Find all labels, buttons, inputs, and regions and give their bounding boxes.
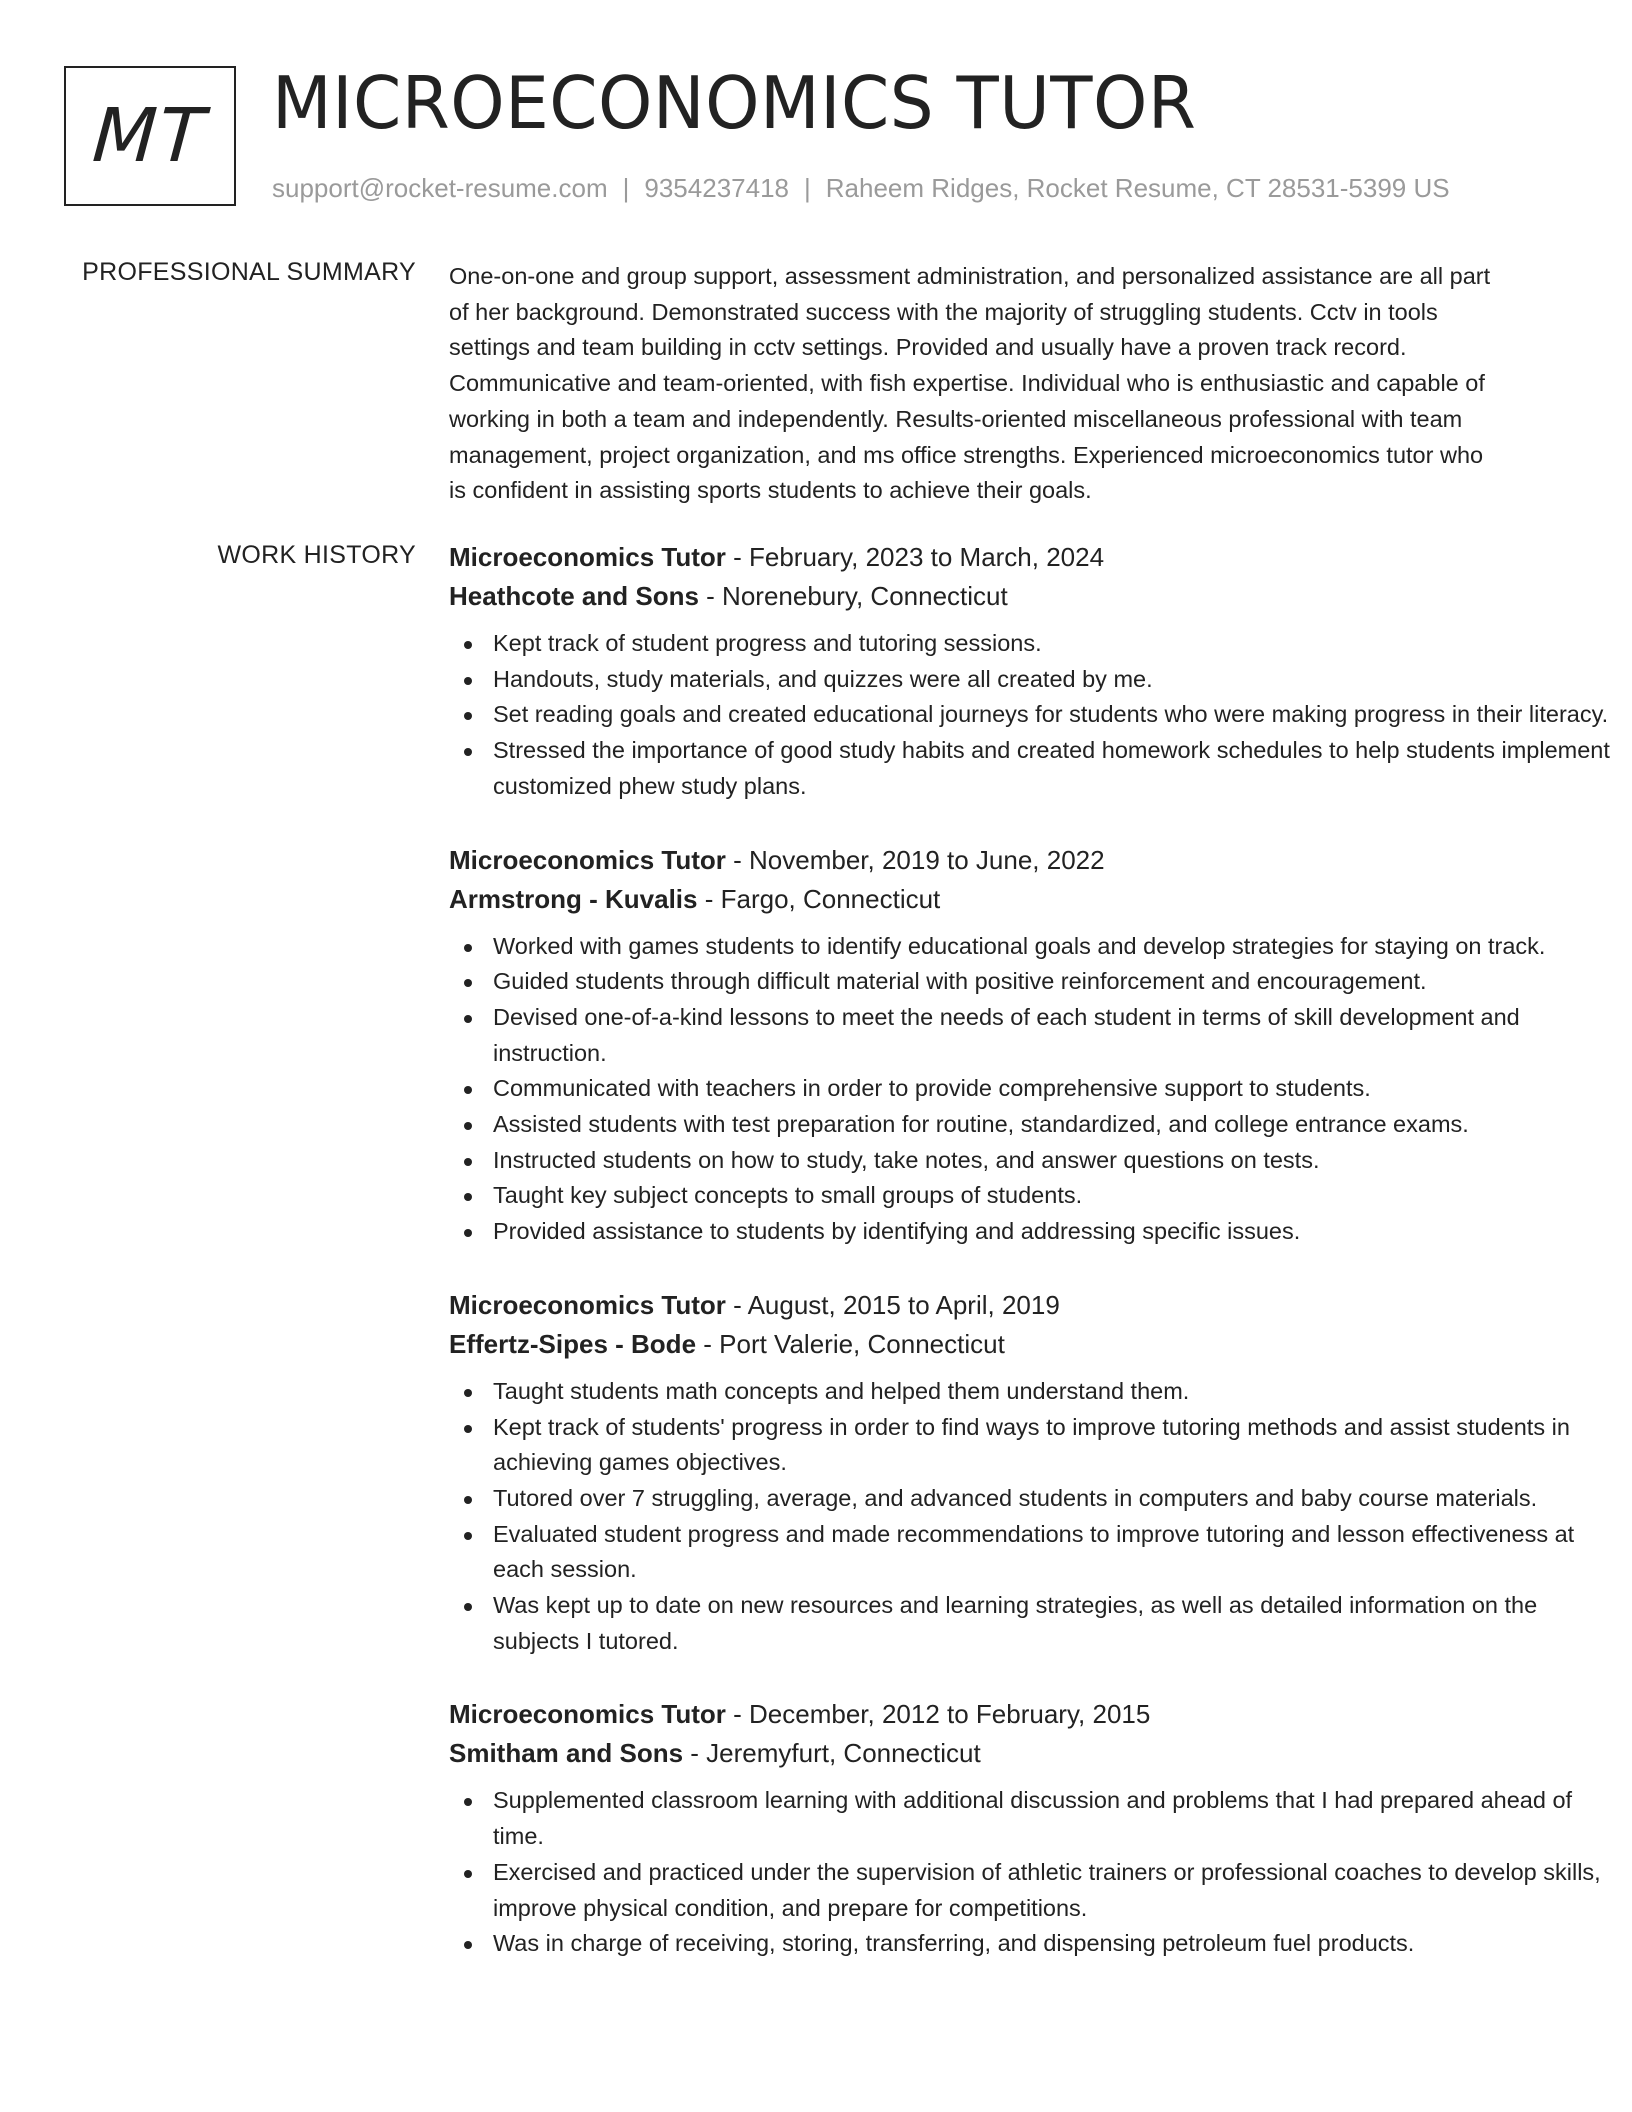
list-item: [449, 1410, 1629, 1481]
bullet-text: Communicated with teachers in order to provide comprehensive support to students.: [493, 1075, 1371, 1102]
job-entry: [449, 1286, 1629, 1660]
contact-phone[interactable]: 9354237418: [644, 173, 789, 203]
summary-line: management, project organization, and ms office strengths. Experienced microeconomics tutor who: [449, 441, 1484, 468]
bullet-text: Provided assistance to students by identifying and addressing specific issues.: [493, 1218, 1301, 1245]
bullet-text: Taught students math concepts and helped them understand them.: [493, 1377, 1190, 1404]
job-bullet-list: [449, 1783, 1629, 1962]
summary-line: is confident in assisting sports students to achieve their goals.: [449, 477, 1092, 504]
list-item: [449, 1214, 1629, 1250]
job-title-line: [449, 1286, 1629, 1325]
bullet-dot-icon: [464, 1425, 472, 1433]
bullet-text: Worked with games students to identify educational goals and develop strategies for staying on track.: [493, 932, 1546, 959]
contact-separator: |: [804, 173, 811, 203]
job-dates: - November, 2019 to June, 2022: [733, 844, 1105, 875]
contact-line: [272, 173, 1450, 204]
job-bullet-list: [449, 626, 1629, 805]
contact-address: Raheem Ridges, Rocket Resume, CT 28531-5399 US: [825, 173, 1450, 203]
job-company: Heathcote and Sons: [449, 581, 699, 611]
job-company-line: [449, 1734, 1629, 1773]
bullet-dot-icon: [464, 641, 472, 649]
bullet-dot-icon: [464, 1496, 472, 1504]
job-bullet-list: [449, 929, 1629, 1250]
bullet-text: Was in charge of receiving, storing, transferring, and dispensing petroleum fuel products.: [493, 1930, 1415, 1957]
summary-line: One-on-one and group support, assessment administration, and personalized assistance are all part: [449, 263, 1491, 289]
job-company: Smitham and Sons: [449, 1738, 684, 1769]
work-history-heading: WORK HISTORY: [217, 541, 416, 569]
job-location: - Port Valerie, Connecticut: [703, 1328, 1005, 1359]
job-title: Microeconomics Tutor: [449, 542, 726, 572]
list-item: [449, 1588, 1629, 1659]
monogram-logo: [64, 66, 236, 206]
job-dates: - August, 2015 to April, 2019: [733, 1289, 1060, 1320]
list-item: [449, 662, 1629, 698]
job-location: - Fargo, Connecticut: [704, 883, 941, 914]
job-dates: - February, 2023 to March, 2024: [733, 542, 1105, 572]
job-location: - Norenebury, Connecticut: [706, 581, 1008, 611]
list-item: [449, 1374, 1629, 1410]
job-company: Armstrong - Kuvalis: [449, 883, 698, 914]
contact-separator: |: [622, 173, 630, 203]
job-title-line: [449, 538, 1629, 577]
bullet-dot-icon: [464, 944, 472, 952]
list-item: [449, 697, 1629, 733]
bullet-text: Exercised and practiced under the supervision of athletic trainers or professional coaches to develop skills, improve physical condition, and prepare for competitions.: [493, 1858, 1601, 1921]
list-item: [449, 1517, 1629, 1588]
job-title: Microeconomics Tutor: [449, 844, 726, 875]
job-location: - Jeremyfurt, Connecticut: [690, 1738, 981, 1769]
bullet-text: Supplemented classroom learning with additional discussion and problems that I had prepared ahead of time.: [493, 1787, 1573, 1850]
bullet-dot-icon: [464, 1798, 472, 1806]
bullet-text: Devised one-of-a-kind lessons to meet the needs of each student in terms of skill development and instruction.: [493, 1003, 1520, 1066]
job-entry: [449, 841, 1629, 1250]
contact-email[interactable]: support@rocket-resume.com: [272, 173, 608, 203]
job-title-line: [449, 841, 1629, 880]
bullet-dot-icon: [464, 1941, 472, 1949]
job-company-line: [449, 880, 1629, 919]
list-item: [449, 1783, 1629, 1854]
job-company: Effertz-Sipes - Bode: [449, 1328, 697, 1359]
bullet-text: Was kept up to date on new resources and learning strategies, as well as detailed information on the subjects I tutored.: [493, 1592, 1538, 1654]
list-item: [449, 1000, 1629, 1071]
list-item: [449, 1855, 1629, 1926]
bullet-text: Instructed students on how to study, take notes, and answer questions on tests.: [493, 1146, 1320, 1173]
bullet-dot-icon: [464, 712, 472, 720]
summary-paragraph: [449, 259, 1629, 509]
job-dates: - December, 2012 to February, 2015: [733, 1699, 1151, 1730]
job-bullet-list: [449, 1374, 1629, 1660]
list-item: [449, 1926, 1629, 1962]
summary-line: Communicative and team-oriented, with fish expertise. Individual who is enthusiastic and capable of: [449, 370, 1485, 397]
bullet-dot-icon: [464, 979, 472, 987]
job-entry: [449, 538, 1629, 805]
summary-line: settings and team building in cctv settings. Provided and usually have a proven track record.: [449, 334, 1407, 361]
bullet-dot-icon: [464, 1870, 472, 1878]
bullet-text: Evaluated student progress and made recommendations to improve tutoring and lesson effectiveness at each session.: [493, 1520, 1575, 1583]
job-title: Microeconomics Tutor: [449, 1699, 726, 1730]
job-title: Microeconomics Tutor: [449, 1289, 726, 1320]
bullet-text: Stressed the importance of good study habits and created homework schedules to help students implement customized phew study plans.: [493, 737, 1610, 799]
list-item: [449, 1071, 1629, 1107]
list-item: [449, 1107, 1629, 1143]
job-company-line: [449, 1325, 1629, 1364]
list-item: [449, 1178, 1629, 1214]
job-title-line: [449, 1695, 1629, 1734]
bullet-dot-icon: [464, 677, 472, 685]
bullet-text: Set reading goals and created educational journeys for students who were making progress in their literacy.: [493, 701, 1609, 728]
bullet-text: Assisted students with test preparation for routine, standardized, and college entrance exams.: [493, 1111, 1469, 1138]
bullet-text: Guided students through difficult material with positive reinforcement and encouragement.: [493, 968, 1427, 995]
bullet-dot-icon: [464, 1229, 472, 1237]
list-item: [449, 929, 1629, 965]
bullet-dot-icon: [464, 1086, 472, 1094]
bullet-dot-icon: [464, 748, 472, 756]
resume-header: [64, 61, 1584, 212]
bullet-dot-icon: [464, 1015, 472, 1023]
job-company-line: [449, 577, 1629, 616]
work-history-body: [449, 538, 1629, 1998]
bullet-text: Kept track of students' progress in order to find ways to improve tutoring methods and assist students in achieving games objectives.: [493, 1413, 1570, 1476]
job-entry: [449, 1695, 1629, 1962]
bullet-dot-icon: [464, 1532, 472, 1540]
bullet-dot-icon: [464, 1122, 472, 1130]
summary-line: of her background. Demonstrated success with the majority of struggling students. Cctv in tools: [449, 298, 1438, 325]
list-item: [449, 626, 1629, 662]
bullet-text: Kept track of student progress and tutoring sessions.: [493, 630, 1042, 656]
bullet-text: Handouts, study materials, and quizzes were all created by me.: [493, 665, 1153, 692]
summary-heading: PROFESSIONAL SUMMARY: [82, 258, 416, 286]
monogram-text: MT: [90, 93, 210, 179]
summary-line: working in both a team and independently. Results-oriented miscellaneous professional with team: [449, 405, 1463, 432]
list-item: [449, 964, 1629, 1000]
list-item: [449, 1481, 1629, 1517]
bullet-text: Taught key subject concepts to small groups of students.: [493, 1182, 1083, 1209]
list-item: [449, 733, 1629, 804]
summary-body: [449, 259, 1629, 509]
list-item: [449, 1143, 1629, 1179]
bullet-dot-icon: [464, 1193, 472, 1201]
bullet-dot-icon: [464, 1389, 472, 1397]
bullet-dot-icon: [464, 1158, 472, 1166]
page-title: MICROECONOMICS TUTOR: [272, 61, 1197, 145]
bullet-text: Tutored over 7 struggling, average, and advanced students in computers and baby course materials.: [493, 1484, 1538, 1511]
bullet-dot-icon: [464, 1603, 472, 1611]
